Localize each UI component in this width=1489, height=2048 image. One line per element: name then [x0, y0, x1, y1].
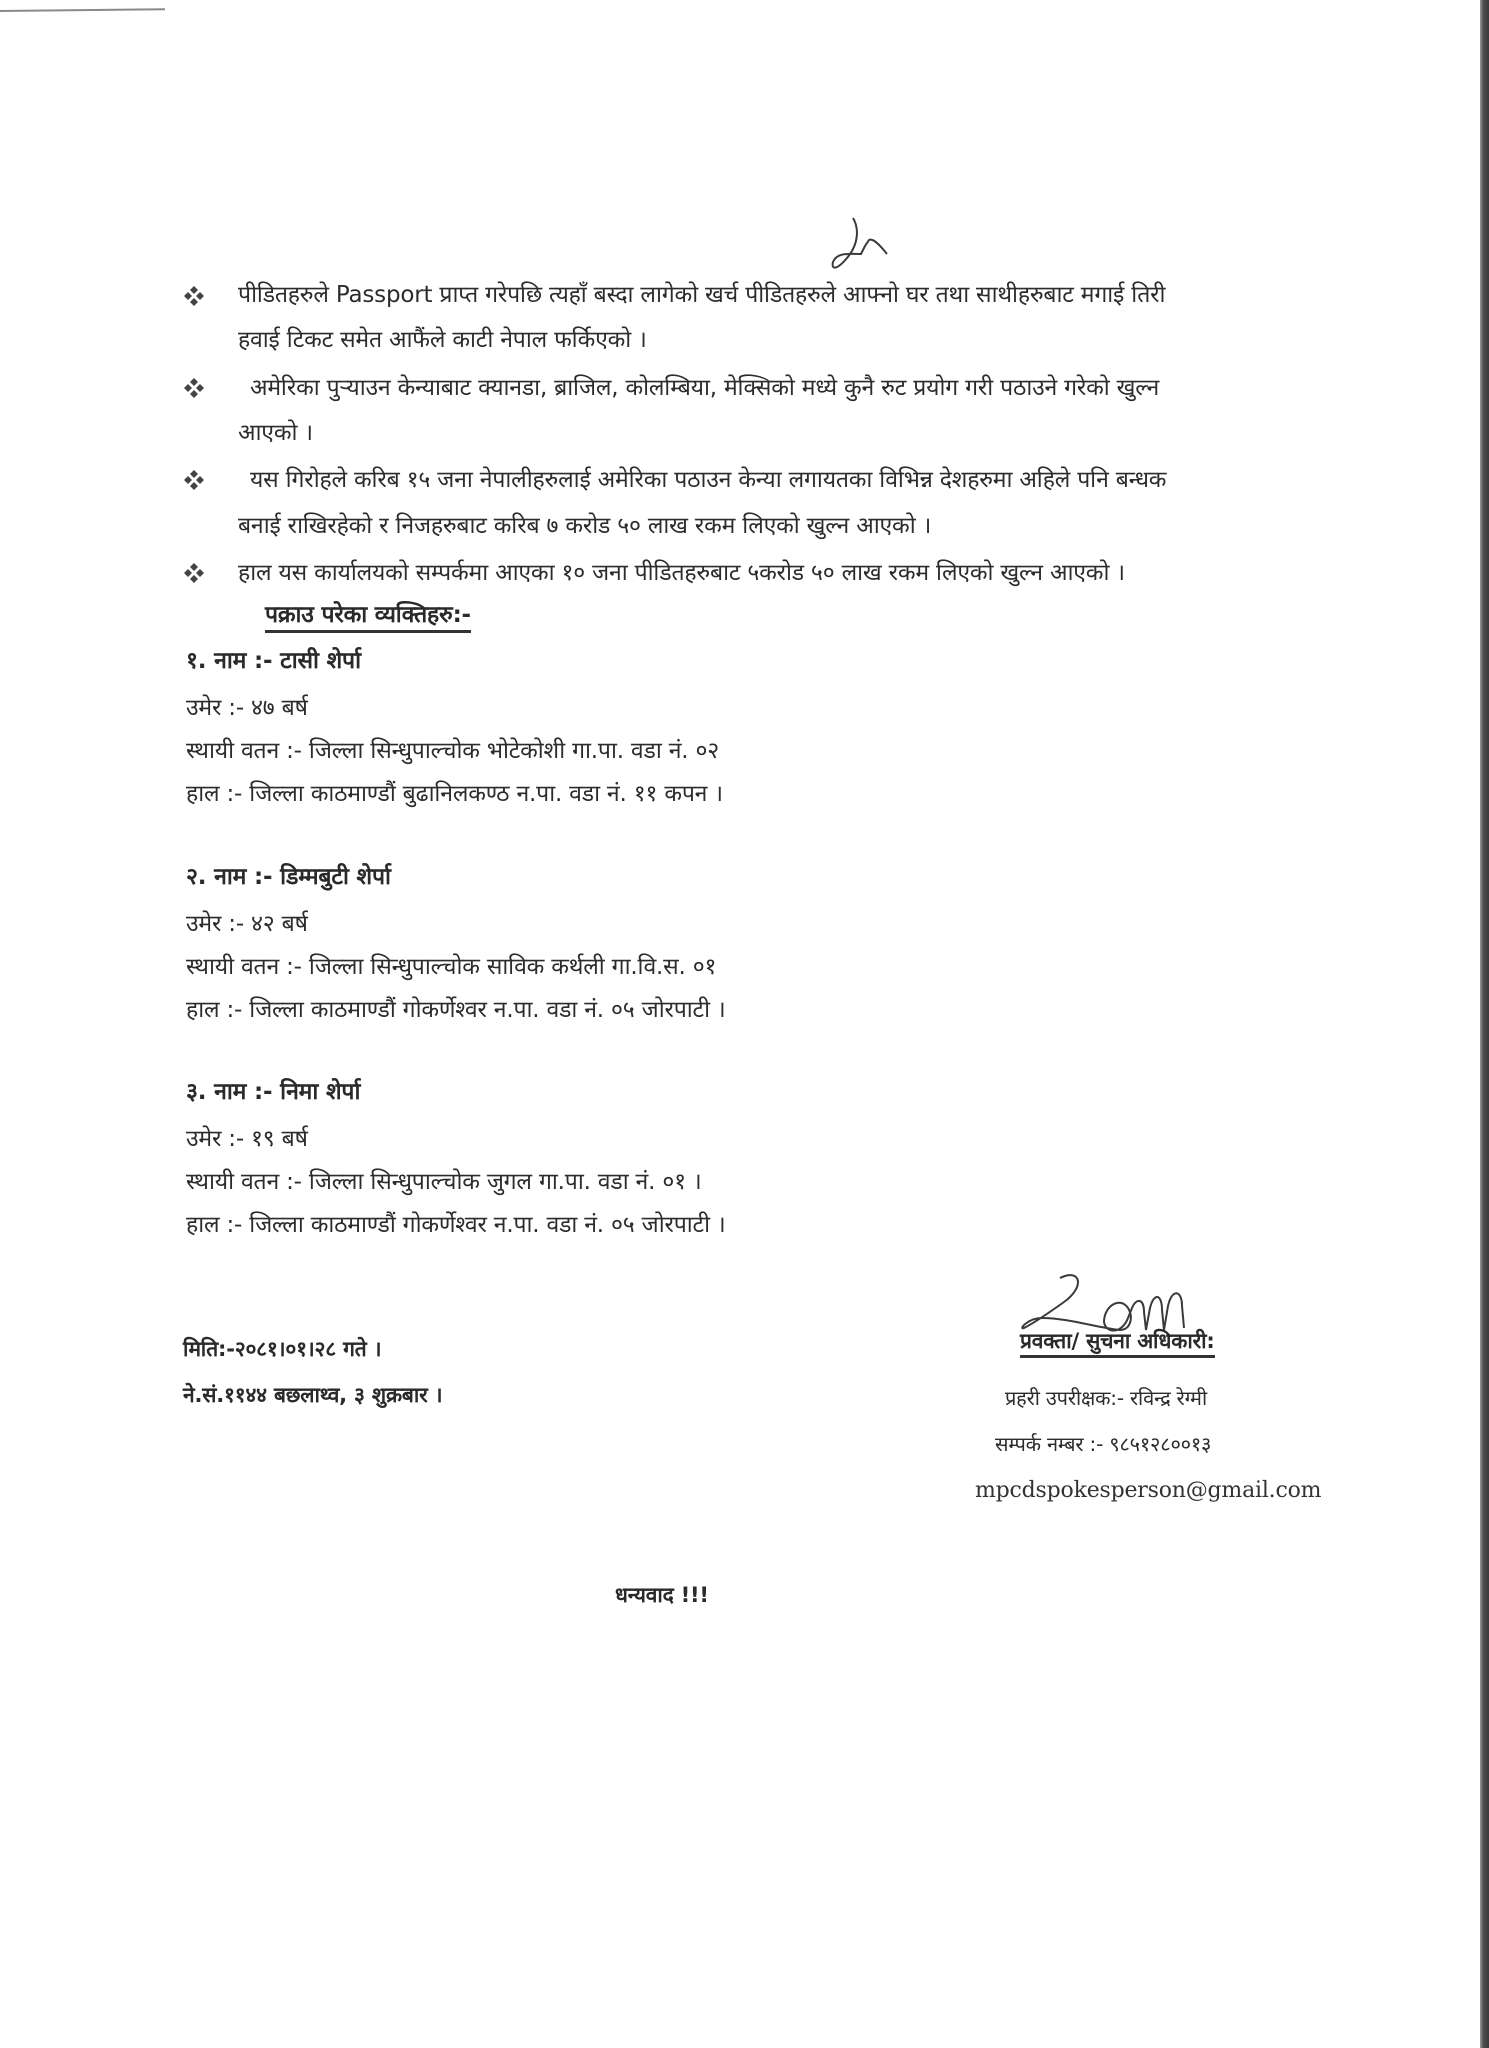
- person-1-permanent-address: स्थायी वतन :- जिल्ला सिन्धुपाल्चोक भोटेकोशी गा.पा. वडा नं. ०२: [186, 738, 719, 764]
- signatory-title-text: प्रवक्ता/ सुचना अधिकारी:: [1020, 1329, 1215, 1358]
- person-1-name: १. नाम :- टासी शेर्पा: [186, 648, 361, 674]
- person-1-age: उमेर :- ४७ बर्ष: [186, 695, 308, 721]
- scan-artifact-line: [0, 8, 165, 12]
- person-2-name: २. नाम :- डिम्मबुटी शेर्पा: [186, 864, 391, 890]
- bullet-2-line-1: अमेरिका पुऱ्याउन केन्याबाट क्यानडा, ब्राजिल, कोलम्बिया, मेक्सिको मध्ये कुनै रुट प्रयोग गरी पठाउने गरेको खुल्न: [250, 375, 1160, 401]
- bullet-1-line-1: पीडितहरुले Passport प्राप्त गरेपछि त्यहाँ बस्दा लागेको खर्च पीडितहरुले आफ्नो घर तथा साथीहरुबाट मगाई तिरी: [238, 282, 1166, 308]
- person-3-age: उमेर :- १९ बर्ष: [186, 1126, 308, 1152]
- arrested-heading-text: पक्राउ परेका व्यक्तिहरु:-: [265, 602, 471, 633]
- person-2-permanent-address: स्थायी वतन :- जिल्ला सिन्धुपाल्चोक साविक कर्थली गा.वि.स. ०१: [186, 954, 717, 980]
- signatory-title: [1020, 1326, 1215, 1356]
- person-2-age: उमेर :- ४२ बर्ष: [186, 911, 308, 937]
- bullet-3-line-1: यस गिरोहले करिब १५ जना नेपालीहरुलाई अमेरिका पठाउन केन्या लगायतका विभिन्न देशहरुमा अहिले पनि बन्धक: [250, 467, 1167, 493]
- bullet-4-line-1: हाल यस कार्यालयको सम्पर्कमा आएका १० जना पीडितहरुबाट ५करोड ५० लाख रकम लिएको खुल्न आएको ।: [238, 560, 1125, 586]
- person-3-name: ३. नाम :- निमा शेर्पा: [186, 1079, 361, 1105]
- bullet-icon: [183, 285, 205, 307]
- person-1-current-address: हाल :- जिल्ला काठमाण्डौं बुढानिलकण्ठ न.पा. वडा नं. ११ कपन ।: [186, 781, 723, 807]
- person-2-current-address: हाल :- जिल्ला काठमाण्डौं गोकर्णेश्वर न.पा. वडा नं. ०५ जोरपाटी ।: [186, 997, 726, 1023]
- closing-thanks: धन्यवाद !!!: [615, 1583, 709, 1607]
- bullet-2-line-2: आएको ।: [238, 420, 313, 446]
- bullet-1-line-2: हवाई टिकट समेत आफैंले काटी नेपाल फर्किएको ।: [238, 327, 647, 353]
- person-3-current-address: हाल :- जिल्ला काठमाण्डौं गोकर्णेश्वर न.पा. वडा नं. ०५ जोरपाटी ।: [186, 1212, 726, 1238]
- date-line-1: मिति:-२०८१।०१।२८ गते ।: [183, 1337, 382, 1361]
- bullet-icon: [183, 469, 205, 491]
- contact-number: सम्पर्क नम्बर :- ९८५१२८००१३: [995, 1432, 1212, 1456]
- arrested-heading: [265, 600, 471, 630]
- person-3-permanent-address: स्थायी वतन :- जिल्ला सिन्धुपाल्चोक जुगल गा.पा. वडा नं. ०१ ।: [186, 1169, 702, 1195]
- scan-border: [1480, 0, 1489, 2048]
- bullet-icon: [183, 562, 205, 584]
- initials-scribble: [825, 210, 895, 280]
- contact-email[interactable]: mpcdspokesperson@gmail.com: [975, 1478, 1322, 1503]
- bullet-3-line-2: बनाई राखिरहेको र निजहरुबाट करिब ७ करोड ५० लाख रकम लिएको खुल्न आएको ।: [238, 513, 932, 539]
- bullet-icon: [183, 377, 205, 399]
- officer-name: प्रहरी उपरीक्षक:- रविन्द्र रेग्मी: [1005, 1386, 1207, 1410]
- date-line-2: ने.सं.११४४ बछलाथ्व, ३ शुक्रबार ।: [183, 1383, 443, 1407]
